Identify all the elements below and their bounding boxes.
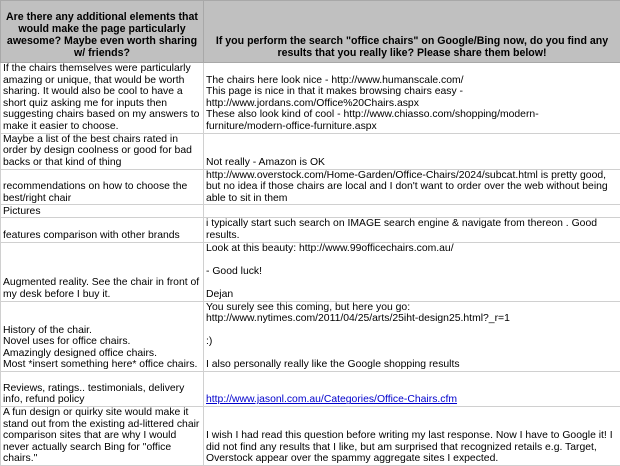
table-row xyxy=(1,301,620,372)
cell-elements[interactable]: Reviews, ratings.. testimonials, delivery info, refund policy xyxy=(1,372,204,407)
header-cell-search-results[interactable]: If you perform the search "office chairs" on Google/Bing now, do you find any results that you really like? Please share them below! xyxy=(204,1,620,63)
table-row xyxy=(1,218,620,242)
cell-elements[interactable]: Pictures xyxy=(1,205,204,218)
table-row xyxy=(1,407,620,466)
cell-elements[interactable]: recommendations on how to choose the best/right chair xyxy=(1,169,204,205)
cell-results[interactable] xyxy=(204,372,620,407)
table-row xyxy=(1,133,620,169)
table-row xyxy=(1,63,620,134)
cell-results[interactable]: The chairs here look nice - http://www.humanscale.com/ This page is nice in that it makes browsing chairs easy - http://www.jordans.com/Office%20Chairs.aspx These also look kind of cool - http://www.chiasso.com/shopping/modern-furniture/modern-office-furniture.aspx xyxy=(204,63,620,134)
table-row xyxy=(1,205,620,218)
cell-elements[interactable]: Maybe a list of the best chairs rated in order by design coolness or good for bad backs or that kind of thing xyxy=(1,133,204,169)
cell-results[interactable]: i typically start such search on IMAGE search engine & navigate from thereon . Good results. xyxy=(204,218,620,242)
result-link[interactable]: http://www.jasonl.com.au/Categories/Office-Chairs.cfm xyxy=(206,394,457,405)
header-row xyxy=(1,1,620,63)
header-cell-additional-elements[interactable]: Are there any additional elements that would make the page particularly awesome? Maybe even worth sharing w/ friends? xyxy=(1,1,204,63)
cell-elements[interactable]: Augmented reality. See the chair in front of my desk before I buy it. xyxy=(1,242,204,301)
cell-results[interactable]: Look at this beauty: http://www.99officechairs.com.au/ - Good luck! Dejan xyxy=(204,242,620,301)
cell-results[interactable]: You surely see this coming, but here you go: http://www.nytimes.com/2011/04/25/arts/25iht-design25.html?_r=1 :) I also personally really like the Google shopping results xyxy=(204,301,620,372)
cell-elements[interactable]: If the chairs themselves were particularly amazing or unique, that would be worth sharing. It would also be cool to have a short quiz asking me for inputs then suggesting chairs based on my answers to make it easier to choose. xyxy=(1,63,204,134)
table-row xyxy=(1,242,620,301)
cell-elements[interactable]: History of the chair. Novel uses for office chairs. Amazingly designed office chairs. Most *insert something here* office chairs. xyxy=(1,301,204,372)
cell-results[interactable]: Not really - Amazon is OK xyxy=(204,133,620,169)
cell-elements[interactable]: A fun design or quirky site would make it stand out from the existing ad-littered chair comparison sites that are why I would never actually search Bing for "office chairs." xyxy=(1,407,204,466)
cell-elements[interactable]: features comparison with other brands xyxy=(1,218,204,242)
table-row xyxy=(1,372,620,407)
cell-results[interactable]: http://www.overstock.com/Home-Garden/Office-Chairs/2024/subcat.html is pretty good, but no idea if those chairs are local and I don't want to order over the web without being able to sit in them xyxy=(204,169,620,205)
table-row xyxy=(1,169,620,205)
cell-results[interactable]: I wish I had read this question before writing my last response. Now I have to Google it! I did not find any results that I like, but am surprised that recognized retails e.g. Target, Overstock appear over the spammy aggregate sites I expected. xyxy=(204,407,620,466)
cell-results[interactable] xyxy=(204,205,620,218)
